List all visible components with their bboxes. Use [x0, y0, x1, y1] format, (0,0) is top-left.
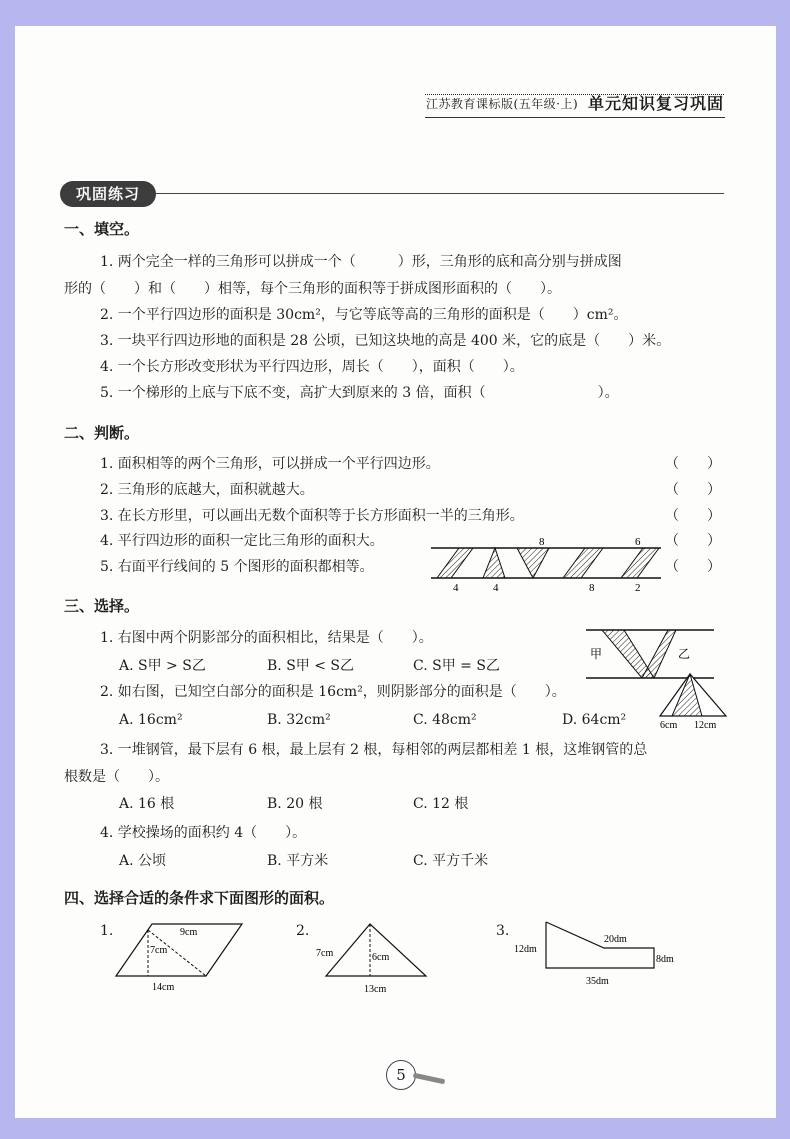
choice-q1: 1. 右图中两个阴影部分的面积相比，结果是（ ）。: [100, 630, 433, 646]
judge-q5-answer[interactable]: （ ）: [665, 559, 721, 575]
fill-q5: 5. 一个梯形的上底与下底不变，高扩大到原来的 3 倍，面积（ ）。: [100, 385, 619, 401]
label-7cm: 7cm: [316, 948, 334, 959]
judge-q1-answer[interactable]: （ ）: [665, 456, 721, 472]
judge-q4: 4. 平行四边形的面积一定比三角形的面积大。: [100, 533, 384, 549]
fill-q1-line1: 1. 两个完全一样的三角形可以拼成一个（ ）形，三角形的底和高分别与拼成图: [100, 254, 622, 270]
badge-rule: [156, 193, 724, 194]
fill-q4: 4. 一个长方形改变形状为平行四边形，周长（ ），面积（ ）。: [100, 359, 524, 375]
choice-q2-option-c[interactable]: C. 48cm²: [413, 712, 477, 728]
section-badge: 巩固练习: [60, 181, 156, 207]
label-13cm: 13cm: [364, 984, 387, 995]
shape-parallelogram-1: [437, 548, 473, 578]
label-jia: 甲: [590, 647, 603, 661]
choice-q4: 4. 学校操场的面积约 4（ ）。: [100, 825, 307, 841]
triangle: [326, 924, 426, 976]
shape-parallelogram-2: [563, 548, 603, 578]
label-35dm: 35dm: [586, 976, 609, 987]
triangle-figure: [656, 670, 730, 732]
shape-triangle-2: [517, 548, 549, 578]
section-choice-heading: 三、选择。: [64, 597, 140, 615]
isosceles-triangle-figure: [312, 918, 438, 996]
choice-q3-option-c[interactable]: C. 12 根: [413, 796, 469, 812]
parallelogram: [116, 924, 242, 976]
choice-q2-option-d[interactable]: D. 64cm²: [562, 712, 627, 728]
label-8dm: 8dm: [656, 954, 674, 965]
choice-q2-option-a[interactable]: A. 16cm²: [119, 712, 183, 728]
choice-q1-option-a[interactable]: A. S甲 > S乙: [119, 658, 206, 674]
choice-q3-option-b[interactable]: B. 20 根: [267, 796, 323, 812]
choice-q3-line2: 根数是（ ）。: [64, 769, 169, 785]
judge-q2: 2. 三角形的底越大，面积就越大。: [100, 482, 314, 498]
choice-q1-option-c[interactable]: C. S甲 = S乙: [413, 658, 500, 674]
shape-triangle-1: [483, 548, 505, 578]
section-fill-blank-heading: 一、填空。: [64, 220, 140, 238]
label-2: 2: [635, 582, 641, 592]
label-6cm: 6cm: [372, 952, 390, 963]
shape-trapezoid: [621, 548, 659, 578]
header-title: 单元知识复习巩固: [588, 94, 725, 113]
judge-q3-answer[interactable]: （ ）: [665, 508, 721, 524]
choice-q4-option-b[interactable]: B. 平方米: [267, 853, 329, 869]
label-8-bottom: 8: [589, 582, 595, 592]
label-6-top: 6: [635, 536, 641, 548]
page-number: 5: [386, 1060, 416, 1090]
label-yi: 乙: [678, 647, 691, 661]
label-9cm: 9cm: [180, 927, 198, 938]
choice-q3-line1: 3. 一堆钢管，最下层有 6 根，最上层有 2 根，每相邻的两层都相差 1 根，这堆钢管的总: [100, 742, 648, 758]
judge-q5: 5. 右面平行线间的 5 个图形的面积都相等。: [100, 559, 374, 575]
judge-q2-answer[interactable]: （ ）: [665, 482, 721, 498]
label-20dm: 20dm: [604, 934, 627, 945]
judge-q3: 3. 在长方形里，可以画出无数个面积等于长方形面积一半的三角形。: [100, 508, 524, 524]
header-underline: [425, 117, 725, 118]
section-judge-heading: 二、判断。: [64, 424, 140, 442]
fill-q2: 2. 一个平行四边形的面积是 30cm²，与它等底等高的三角形的面积是（ ）cm²。: [100, 307, 628, 323]
label-4-b: 4: [493, 582, 499, 592]
parallel-shapes-figure: [425, 536, 665, 592]
label-8-top: 8: [539, 536, 545, 548]
composite-shape: [546, 922, 654, 968]
fill-q3: 3. 一块平行四边形地的面积是 28 公顷，已知这块地的高是 400 米，它的底是（ ）米。: [100, 333, 671, 349]
label-14cm: 14cm: [152, 982, 175, 993]
label-7cm: 7cm: [150, 945, 168, 956]
fill-q1-line2: 形的（ ）和（ ）相等，每个三角形的面积等于拼成图形面积的（ ）。: [64, 281, 561, 297]
choice-q4-option-c[interactable]: C. 平方千米: [413, 853, 489, 869]
area-q3-number: 3.: [496, 923, 510, 939]
label-12dm: 12dm: [514, 944, 537, 955]
choice-q4-option-a[interactable]: A. 公顷: [119, 853, 167, 869]
label-4-a: 4: [453, 582, 459, 592]
label-12cm: 12cm: [694, 720, 717, 731]
judge-q1: 1. 面积相等的两个三角形，可以拼成一个平行四边形。: [100, 456, 440, 472]
area-q2-number: 2.: [296, 923, 310, 939]
choice-q2: 2. 如右图，已知空白部分的面积是 16cm²，则阴影部分的面积是（ ）。: [100, 684, 566, 700]
header-subtitle: 江苏教育课标版(五年级·上): [426, 97, 579, 111]
trapezoid-figure: [512, 918, 692, 992]
choice-q1-option-b[interactable]: B. S甲 < S乙: [267, 658, 355, 674]
section-area-heading: 四、选择合适的条件求下面图形的面积。: [64, 889, 335, 907]
parallelogram-figure: [112, 918, 246, 994]
label-6cm: 6cm: [660, 720, 678, 731]
area-q1-number: 1.: [100, 923, 114, 939]
choice-q3-option-a[interactable]: A. 16 根: [119, 796, 175, 812]
judge-q4-answer[interactable]: （ ）: [665, 533, 721, 549]
choice-q2-option-b[interactable]: B. 32cm²: [267, 712, 331, 728]
